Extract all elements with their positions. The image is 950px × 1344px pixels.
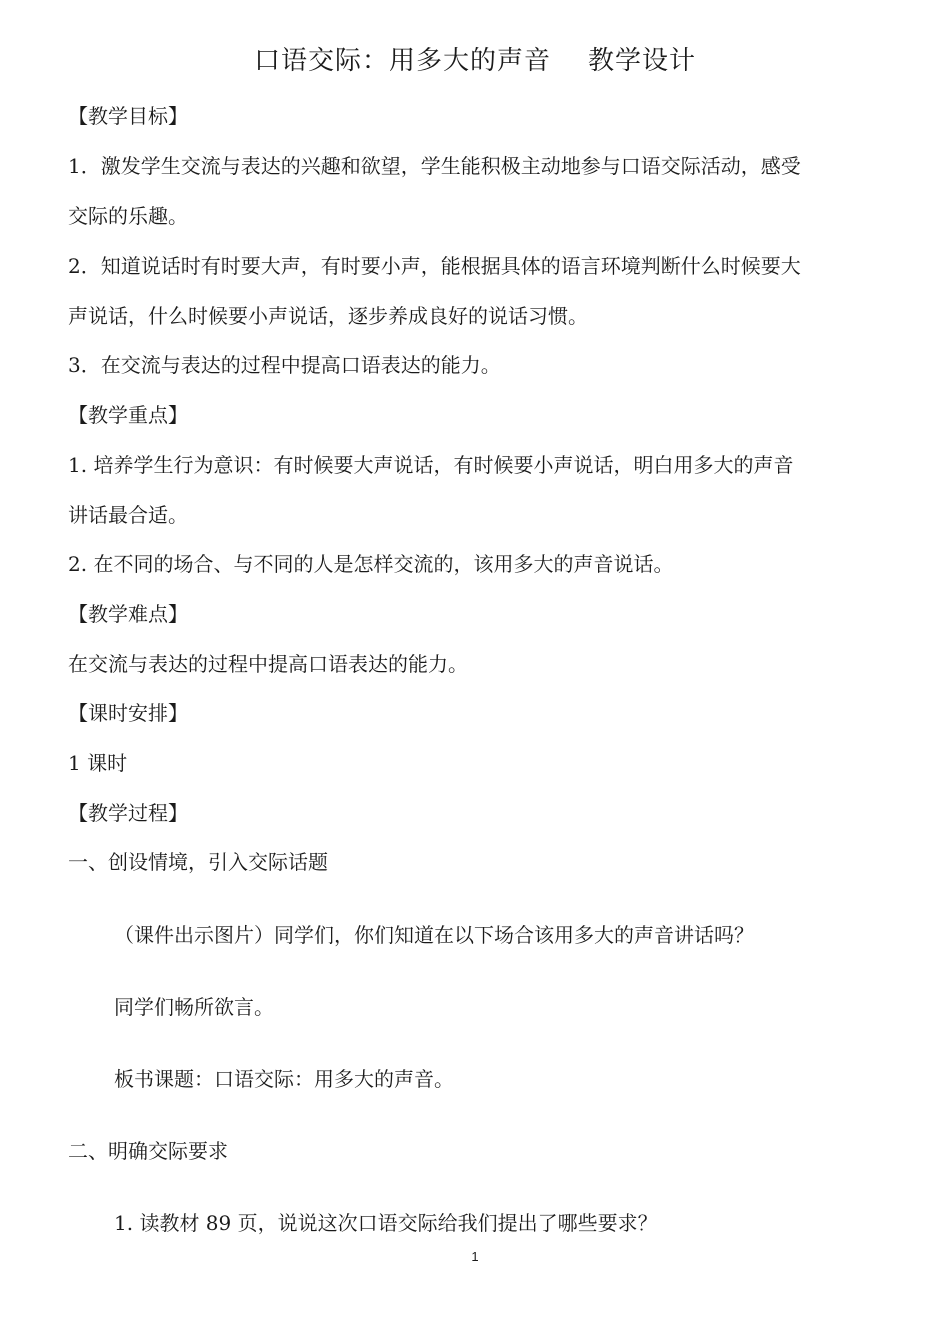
section-heading-schedule: 【课时安排】 xyxy=(68,701,188,725)
key-point-1-line-1: 1. 培养学生行为意识：有时候要大声说话，有时候要小声说话，明白用多大的声音 xyxy=(68,453,794,477)
document-title: 口语交际：用多大的声音 教学设计 xyxy=(253,46,697,76)
section-heading-goals: 【教学目标】 xyxy=(68,104,188,128)
step-1-heading: 一、创设情境，引入交际话题 xyxy=(68,850,328,874)
step-2-heading: 二、明确交际要求 xyxy=(68,1139,228,1163)
difficulty-text: 在交流与表达的过程中提高口语表达的能力。 xyxy=(68,652,468,676)
section-heading-difficulty: 【教学难点】 xyxy=(68,602,188,626)
section-heading-process: 【教学过程】 xyxy=(68,801,188,825)
key-point-1-line-2: 讲话最合适。 xyxy=(68,503,188,527)
schedule-text: 1 课时 xyxy=(68,751,128,775)
goal-1-line-1: 1．激发学生交流与表达的兴趣和欲望，学生能积极主动地参与口语交际活动，感受 xyxy=(68,154,801,178)
page-number: 1 xyxy=(471,1249,479,1264)
goal-3: 3．在交流与表达的过程中提高口语表达的能力。 xyxy=(68,353,501,377)
goal-2-line-1: 2．知道说话时有时要大声，有时要小声，能根据具体的语言环境判断什么时候要大 xyxy=(68,254,801,278)
goal-1-line-2: 交际的乐趣。 xyxy=(68,204,188,228)
step-1-paragraph-2: 同学们畅所欲言。 xyxy=(114,995,274,1019)
goal-2-line-2: 声说话，什么时候要小声说话，逐步养成良好的说话习惯。 xyxy=(68,304,588,328)
key-point-2: 2. 在不同的场合、与不同的人是怎样交流的，该用多大的声音说话。 xyxy=(68,552,674,576)
step-2-paragraph-1: 1. 读教材 89 页，说说这次口语交际给我们提出了哪些要求？ xyxy=(114,1211,658,1235)
step-1-paragraph-3: 板书课题：口语交际：用多大的声音。 xyxy=(114,1067,454,1091)
section-heading-key-points: 【教学重点】 xyxy=(68,403,188,427)
step-1-paragraph-1: （课件出示图片）同学们，你们知道在以下场合该用多大的声音讲话吗？ xyxy=(114,923,754,947)
